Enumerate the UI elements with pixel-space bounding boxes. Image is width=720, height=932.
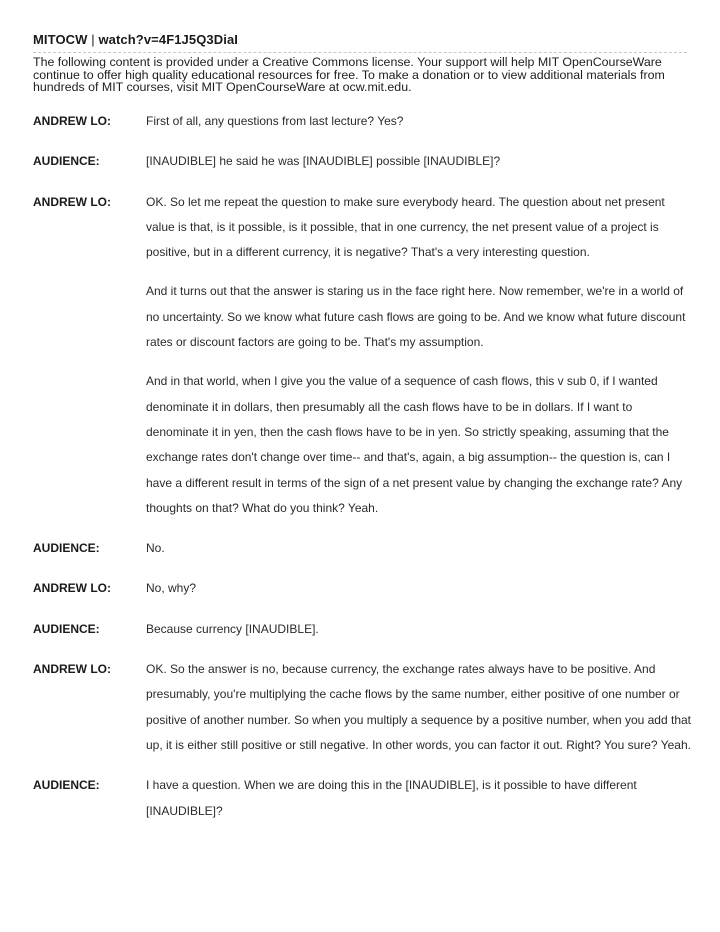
document-title [33,0,687,49]
transcript-turn [33,109,693,134]
transcript-turn [33,657,693,758]
transcript-turn [33,617,693,642]
speaker-label: AUDIENCE: [33,154,100,169]
speech-paragraph: And in that world, when I give you the value of a sequence of cash flows, this v sub 0, if I wanted denominate it in dollars, then presumably all the cash flows have to be in dollars. If I want to denominate it in yen, then the cash flows have to be in yen. So strictly speaking, assuming that the exchange rates don't change over time-- and that's, again, a big assumption-- the question is, can I have a different result in terms of the sign of a net present value by changing the exchange rate? Any thoughts on that? What do you think? Yeah. [146,374,683,515]
speech-paragraph: OK. So let me repeat the question to make sure everybody heard. The question about net present value is that, is it possible, is it possible, that in one currency, the net present value of a project is positive, but in a different currency, it is negative? That's a very interesting question. [146,194,665,260]
speaker-label: ANDREW LO: [33,662,111,677]
license-notice: The following content is provided under a Creative Commons license. Your support will help MIT OpenCourseWare continue to offer high quality educational resources for free. To make a donation or to view additional materials from hundreds of MIT courses, visit MIT OpenCourseWare at ocw.mit.edu. [33,55,665,95]
speech-text [146,657,693,758]
video-id: watch?v=4F1J5Q3DiaI [98,32,239,47]
speech-text [146,190,693,522]
transcript-turn [33,536,693,561]
speech-paragraph: Because currency [INAUDIBLE]. [146,621,319,636]
speech-text [146,773,693,824]
speech-paragraph: OK. So the answer is no, because currency, the exchange rates always have to be positive. And presumably, you're multiplying the cache flows by the same number, either positive of one number or positive of another number. So when you multiply a sequence by a positive number, when you add that up, it is either still positive or still negative. In other words, you can factor it out. Right? You sure? Yeah. [146,662,692,752]
speech-paragraph: And it turns out that the answer is staring us in the face right here. Now remember, we're in a world of no uncertainty. So we know what future cash flows are going to be. And we know what future discount rates or discount factors are going to be. That's my assumption. [146,284,686,350]
title-separator: | [91,32,95,47]
speech-paragraph: I have a question. When we are doing this in the [INAUDIBLE], is it possible to have different [INAUDIBLE]? [146,778,637,818]
speech-paragraph: [INAUDIBLE] he said he was [INAUDIBLE] possible [INAUDIBLE]? [146,154,501,169]
transcript-turn [33,190,693,522]
transcript-turn [33,149,693,174]
site-name: MITOCW [33,32,88,47]
speaker-label: ANDREW LO: [33,114,111,128]
speech-text [146,109,693,134]
speech-text [146,149,693,174]
transcript-page [33,0,692,818]
speaker-label: ANDREW LO: [33,581,111,596]
speech-text [146,536,693,561]
speech-paragraph: No, why? [146,581,197,596]
speaker-label: AUDIENCE: [33,541,100,556]
speech-text [146,576,693,601]
transcript-turn [33,576,693,601]
speaker-label: AUDIENCE: [33,778,100,793]
speaker-label: AUDIENCE: [33,621,100,636]
transcript-turn [33,773,693,824]
speaker-label: ANDREW LO: [33,194,111,209]
header-divider [33,52,687,53]
speech-text [146,617,693,642]
transcript-body [33,109,693,839]
speech-paragraph: No. [146,541,165,556]
speech-paragraph: First of all, any questions from last lecture? Yes? [146,114,404,128]
